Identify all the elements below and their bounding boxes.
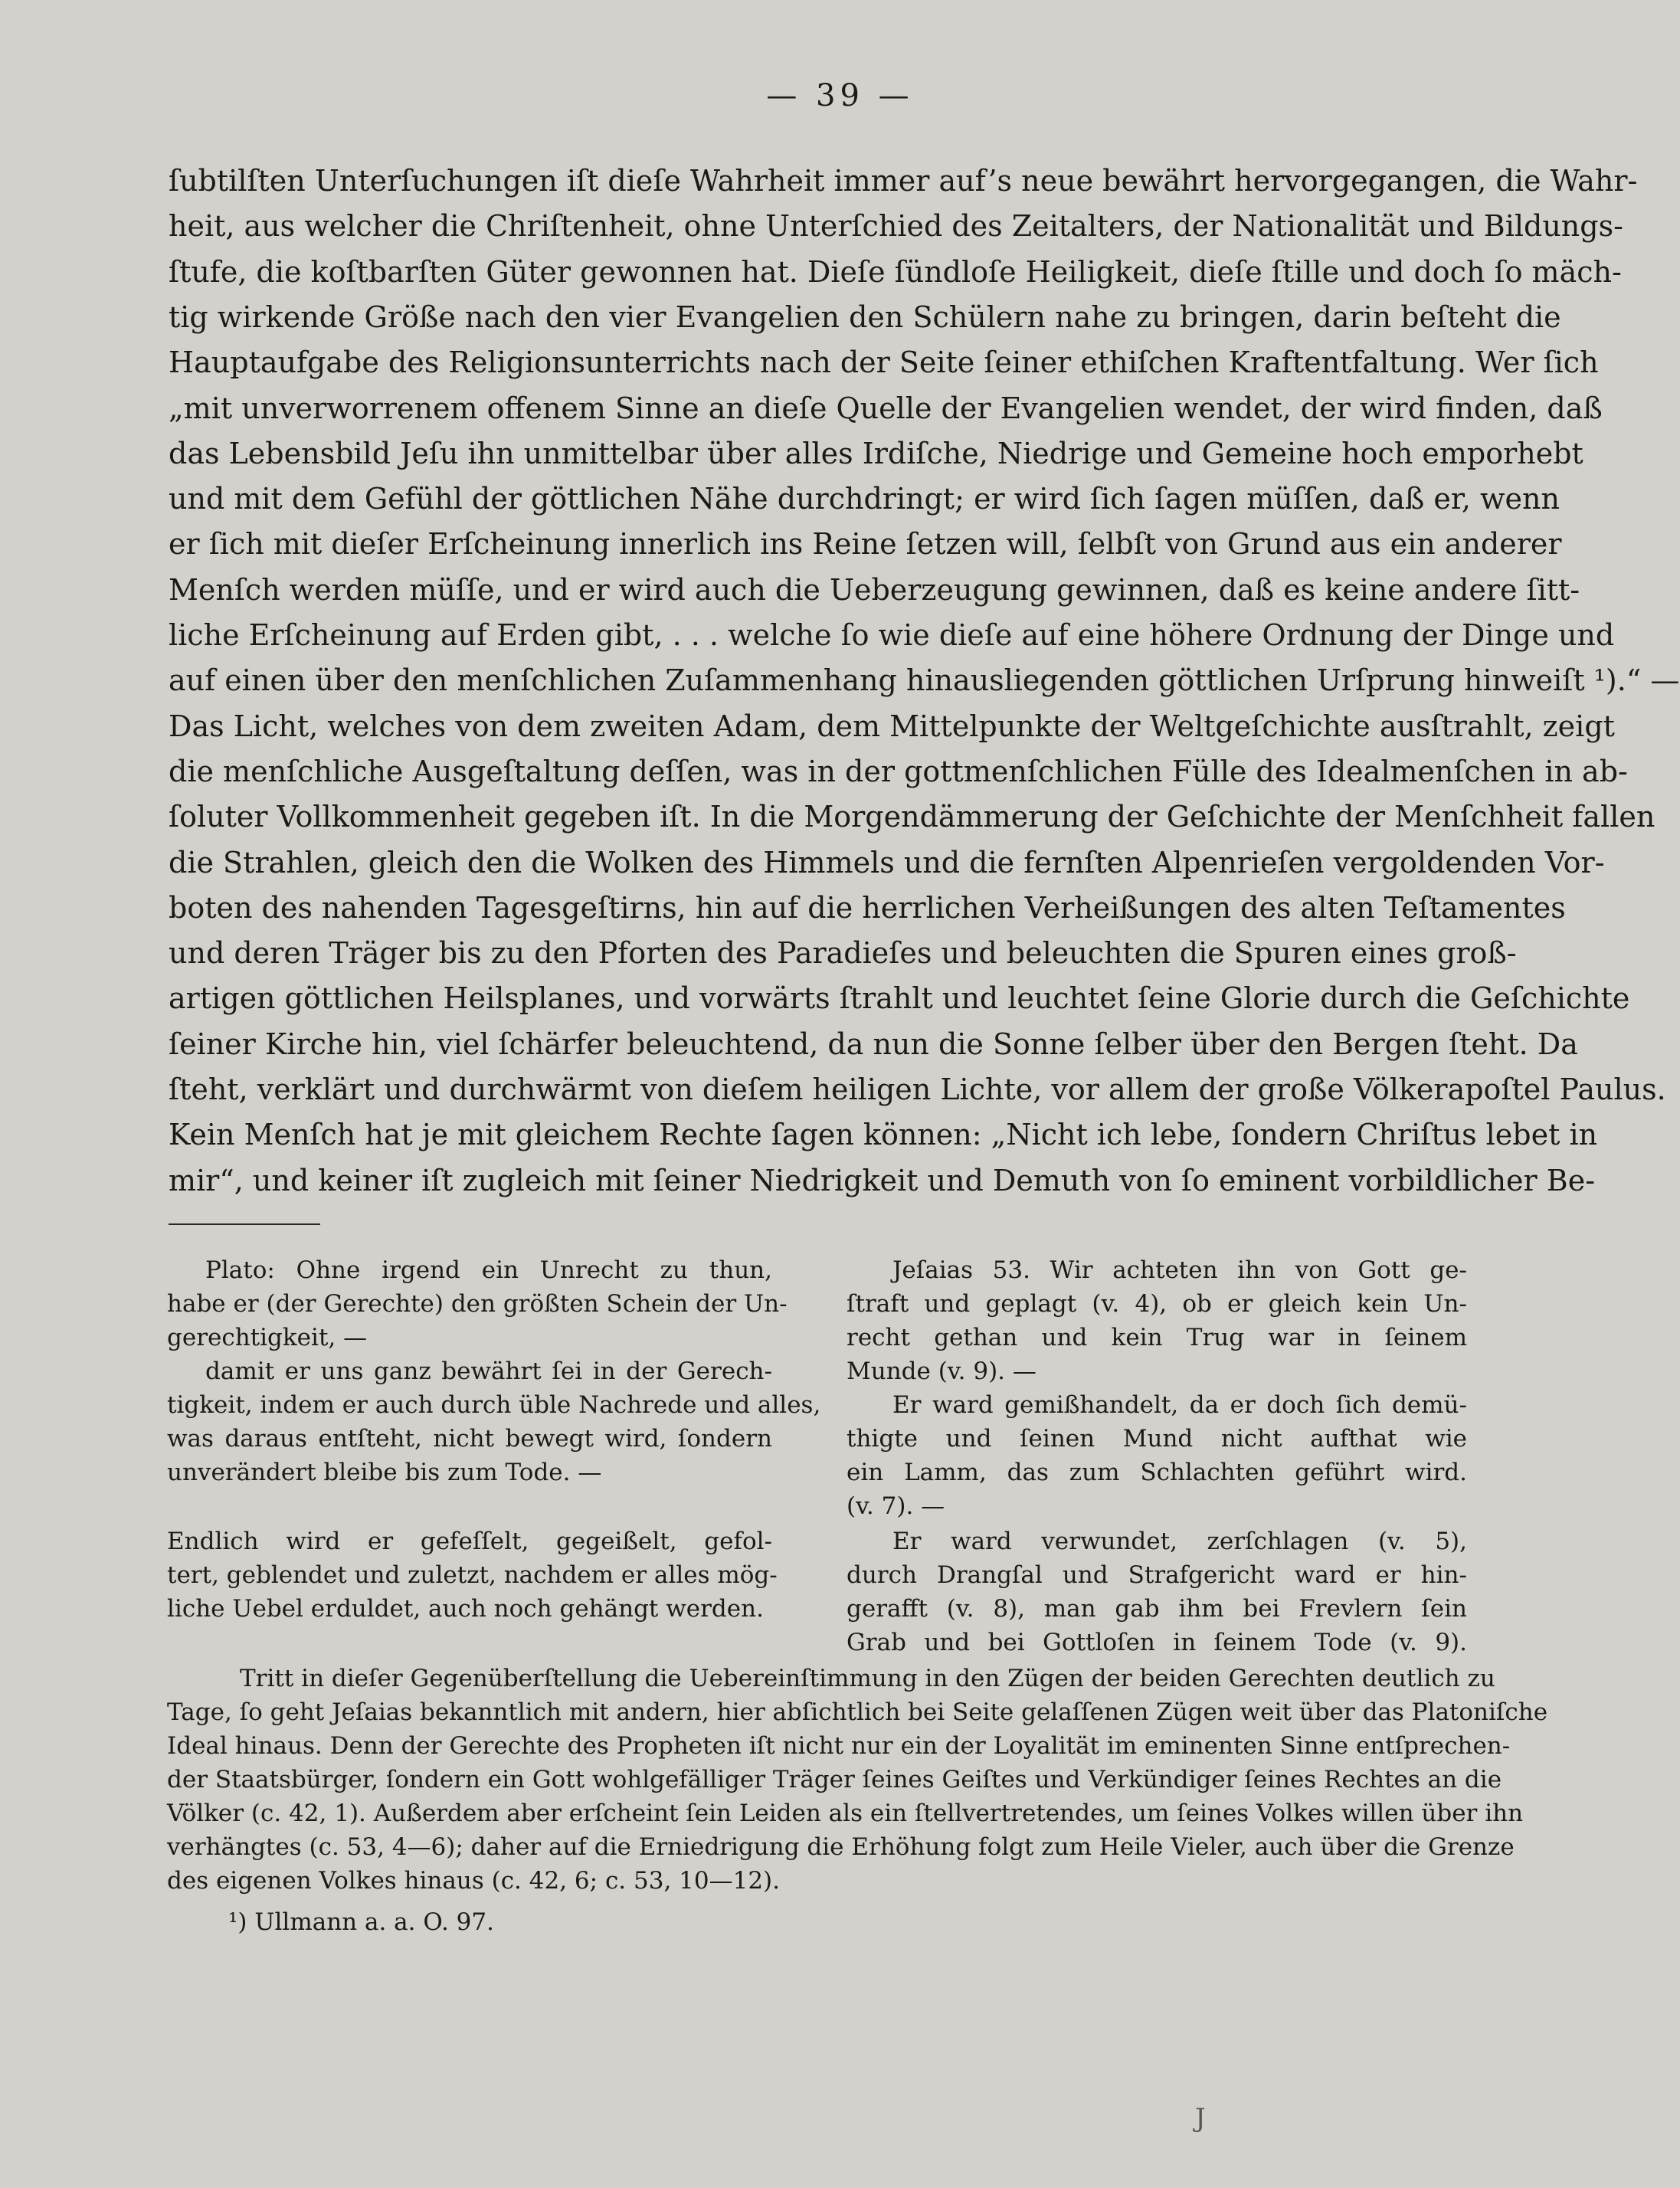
main-text-line: boten des nahenden Tagesgeſtirns, hin auf die herrlichen Verheißungen des alten Teſtamentes bbox=[169, 891, 1566, 925]
main-text-line: ſoluter Vollkommenheit gegeben iſt. In die Morgendämmerung der Geſchichte der Menſchheit fallen bbox=[169, 800, 1655, 834]
left-column-line: gerechtigkeit, — bbox=[167, 1324, 368, 1351]
stray-mark: J bbox=[1195, 2103, 1206, 2134]
main-text-line: ſtufe, die koſtbarſten Güter gewonnen hat. Dieſe ſündloſe Heiligkeit, dieſe ſtille und doch ſo mäch- bbox=[169, 255, 1622, 289]
main-text-line: auf einen über den menſchlichen Zuſammenhang hinausliegenden göttlichen Urſprung hinweiſt ¹).“ — bbox=[169, 663, 1680, 697]
main-text-line: ſteht, verklärt und durchwärmt von dieſem heiligen Lichte, vor allem der große Völkerapoſtel Paulus. bbox=[169, 1073, 1666, 1106]
main-text-line: liche Erſcheinung auf Erden gibt, . . . welche ſo wie dieſe auf eine höhere Ordnung der Dinge und bbox=[169, 618, 1615, 652]
main-text-line: tig wirkende Größe nach den vier Evangelien den Schülern nahe zu bringen, darin beſteht die bbox=[169, 300, 1561, 334]
main-text-line: Hauptaufgabe des Religionsunterrichts nach der Seite ſeiner ethiſchen Kraftentfaltung. Wer ſich bbox=[169, 346, 1599, 379]
bottom-text-line: Tage, ſo geht Jeſaias bekanntlich mit andern, hier abſichtlich bei Seite gelaſſenen Zügen weit über das Platoniſche bbox=[167, 1698, 1548, 1726]
bottom-text-line: Völker (c. 42, 1). Außerdem aber erſcheint ſein Leiden als ein ſtellvertretendes, um ſeines Volkes willen über ihn bbox=[167, 1800, 1524, 1827]
right-column-line: ein Lamm, das zum Schlachten geführt wird. bbox=[847, 1459, 1467, 1486]
main-text-line: die Strahlen, gleich den die Wolken des Himmels und die fernſten Alpenrieſen vergoldenden Vor- bbox=[169, 846, 1605, 879]
bottom-text-line: Tritt in dieſer Gegenüberſtellung die Uebereinſtimmung in den Zügen der beiden Gerechten deutlich zu bbox=[240, 1665, 1495, 1692]
left-column-line: habe er (der Gerechte) den größten Schein der Un- bbox=[167, 1290, 788, 1318]
right-column-line: Er ward gemißhandelt, da er doch ſich demü- bbox=[892, 1391, 1467, 1419]
main-text-line: artigen göttlichen Heilsplanes, und vorwärts ſtrahlt und leuchtet ſeine Glorie durch die Geſchichte bbox=[169, 981, 1630, 1015]
main-text-line: und deren Träger bis zu den Pforten des Paradieſes und beleuchten die Spuren eines groß- bbox=[169, 936, 1517, 970]
left-column-line: unverändert bleibe bis zum Tode. — bbox=[167, 1459, 602, 1486]
main-text-line: ſeiner Kirche hin, viel ſchärfer beleuchtend, da nun die Sonne ſelber über den Bergen ſteht. Da bbox=[169, 1027, 1578, 1061]
left-column-line: Endlich wird er gefeſſelt, gegeißelt, gefol- bbox=[167, 1528, 772, 1555]
right-column-line: Munde (v. 9). — bbox=[847, 1358, 1036, 1385]
left-column-line: Plato: Ohne irgend ein Unrecht zu thun, bbox=[205, 1256, 772, 1284]
left-column-line: was daraus entſteht, nicht bewegt wird, ſondern bbox=[167, 1425, 772, 1453]
right-column-line: Jeſaias 53. Wir achteten ihn von Gott ge- bbox=[892, 1256, 1467, 1284]
main-text-line: mir“, und keiner iſt zugleich mit ſeiner Niedrigkeit und Demuth von ſo eminent vorbildlicher Be- bbox=[169, 1164, 1596, 1197]
footnote-rule bbox=[169, 1223, 320, 1225]
main-text-line: heit, aus welcher die Chriſtenheit, ohne Unterſchied des Zeitalters, der Nationalität und Bildungs- bbox=[169, 209, 1623, 243]
page-number: — 39 — bbox=[766, 78, 914, 113]
bottom-text-line: der Staatsbürger, ſondern ein Gott wohlgefälliger Träger ſeines Geiſtes und Verkündiger ſeines Rechtes an die bbox=[167, 1766, 1502, 1793]
main-text-line: ſubtilſten Unterſuchungen iſt dieſe Wahrheit immer auf’s neue bewährt hervorgegangen, die Wahr- bbox=[169, 164, 1638, 198]
main-text-line: „mit unverworrenem offenem Sinne an dieſe Quelle der Evangelien wendet, der wird finden, daß bbox=[169, 391, 1603, 425]
right-column-line: durch Drangſal und Strafgericht ward er hin- bbox=[847, 1561, 1467, 1589]
main-text-line: Das Licht, welches von dem zweiten Adam, dem Mittelpunkte der Weltgeſchichte ausſtrahlt, zeigt bbox=[169, 709, 1615, 743]
main-text-line: er ſich mit dieſer Erſcheinung innerlich ins Reine ſetzen will, ſelbſt von Grund aus ein anderer bbox=[169, 527, 1562, 561]
bottom-text-line: verhängtes (c. 53, 4—6); daher auf die Erniedrigung die Erhöhung folgt zum Heile Vieler, auch über die Grenze bbox=[167, 1833, 1515, 1861]
bottom-text-line: des eigenen Volkes hinaus (c. 42, 6; c. 53, 10—12). bbox=[167, 1867, 781, 1895]
main-text-line: Kein Menſch hat je mit gleichem Rechte ſagen können: „Nicht ich lebe, ſondern Chriſtus lebet in bbox=[169, 1118, 1598, 1151]
right-column-line: Er ward verwundet, zerſchlagen (v. 5), bbox=[892, 1528, 1467, 1555]
left-column-line: liche Uebel erduldet, auch noch gehängt werden. bbox=[167, 1595, 764, 1623]
left-column-line: damit er uns ganz bewährt ſei in der Gerech- bbox=[205, 1358, 772, 1385]
right-column-line: Grab und bei Gottloſen in ſeinem Tode (v. 9). bbox=[847, 1629, 1467, 1656]
bottom-text-line: Ideal hinaus. Denn der Gerechte des Propheten iſt nicht nur ein der Loyalität im eminenten Sinne entſprechen- bbox=[167, 1732, 1511, 1760]
right-column-line: recht gethan und kein Trug war in ſeinem bbox=[847, 1324, 1467, 1351]
left-column-line: tigkeit, indem er auch durch üble Nachrede und alles, bbox=[167, 1391, 821, 1419]
footnote: ¹) Ullmann a. a. O. 97. bbox=[228, 1908, 494, 1936]
main-text-line: und mit dem Gefühl der göttlichen Nähe durchdringt; er wird ſich ſagen müſſen, daß er, wenn bbox=[169, 482, 1560, 516]
right-column-line: ſtraft und geplagt (v. 4), ob er gleich kein Un- bbox=[847, 1290, 1467, 1318]
right-column-line: thigte und ſeinen Mund nicht aufthat wie bbox=[847, 1425, 1467, 1453]
main-text-line: das Lebensbild Jeſu ihn unmittelbar über alles Irdiſche, Niedrige und Gemeine hoch emporhebt bbox=[169, 437, 1583, 470]
main-text-line: die menſchliche Ausgeſtaltung deſſen, was in der gottmenſchlichen Fülle des Idealmenſchen in ab- bbox=[169, 755, 1628, 788]
main-text-line: Menſch werden müſſe, und er wird auch die Ueberzeugung gewinnen, daß es keine andere ſitt- bbox=[169, 573, 1580, 607]
left-column-line: tert, geblendet und zuletzt, nachdem er alles mög- bbox=[167, 1561, 778, 1589]
right-column-line: gerafft (v. 8), man gab ihm bei Frevlern ſein bbox=[847, 1595, 1467, 1623]
right-column-line: (v. 7). — bbox=[847, 1492, 945, 1520]
